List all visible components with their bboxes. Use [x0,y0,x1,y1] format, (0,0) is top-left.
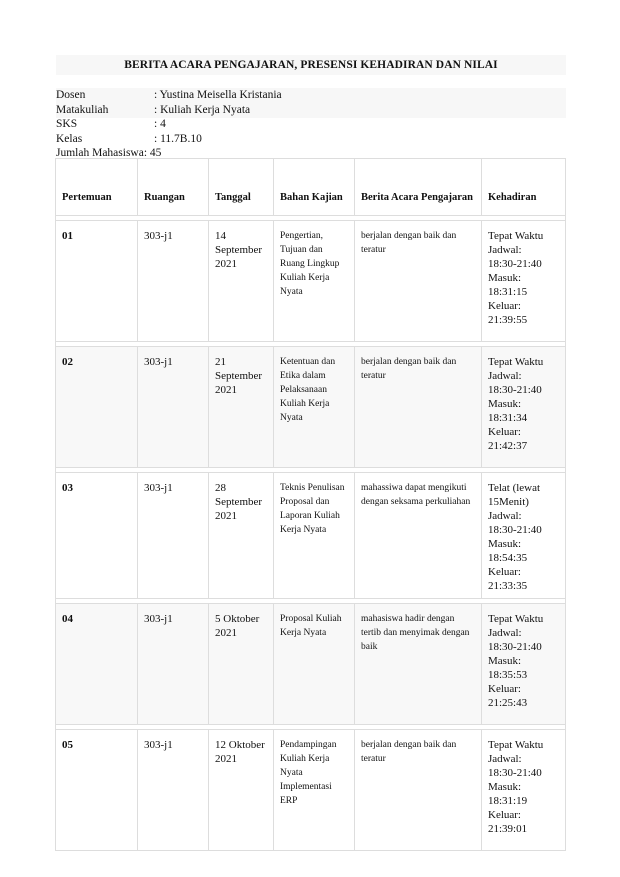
cell-ruangan: 303-j1 [138,473,209,599]
kehadiran-line: 21:39:55 [488,314,528,326]
cell-bahan: Pengertian, Tujuan dan Ruang Lingkup Kuliah Kerja Nyata [274,221,355,342]
kehadiran-line: Jadwal: [488,370,522,382]
kehadiran-status: Tepat Waktu [488,230,544,242]
kehadiran-line: 18:31:15 [488,286,528,298]
kehadiran-status: Tepat Waktu [488,739,544,751]
kehadiran-line: 18:30-21:40 [488,258,542,270]
kehadiran-status: Telat (lewat 15Menit) [488,482,541,508]
kehadiran-line: Jadwal: [488,627,522,639]
kehadiran-status: Tepat Waktu [488,613,544,625]
kehadiran-line: Keluar: [488,566,521,578]
cell-berita: berjalan dengan baik dan teratur [355,221,482,342]
header-ruangan: Ruangan [138,159,209,216]
kehadiran-line: 18:30-21:40 [488,384,542,396]
cell-berita: berjalan dengan baik dan teratur [355,347,482,468]
cell-bahan: Pendampingan Kuliah Kerja Nyata Implementasi ERP [274,730,355,851]
kehadiran-line: 18:31:34 [488,412,528,424]
table-row [56,730,566,851]
info-value: : 11.7B.10 [154,132,202,145]
kehadiran-line: Masuk: [488,272,521,284]
kehadiran-line: 18:54:35 [488,552,528,564]
info-label: Dosen [56,89,86,101]
kehadiran-line: 18:30-21:40 [488,524,542,536]
cell-tanggal: 5 Oktober 2021 [209,604,274,725]
cell-pertemuan: 02 [56,347,138,468]
info-value: : Yustina Meisella Kristania [154,89,282,101]
attendance-table [55,158,566,851]
cell-bahan: Teknis Penulisan Proposal dan Laporan Kuliah Kerja Nyata [274,473,355,599]
info-kelas [56,132,282,147]
header-pertemuan: Pertemuan [56,159,138,216]
header-bahan-kajian: Bahan Kajian [274,159,355,216]
info-dosen [56,88,282,103]
header-kehadiran: Kehadiran [482,159,566,216]
kehadiran-line: 18:31:19 [488,795,528,807]
table-row [56,347,566,468]
kehadiran-line: Keluar: [488,426,521,438]
kehadiran-line: 21:25:43 [488,697,528,709]
kehadiran-line: Jadwal: [488,510,522,522]
kehadiran-line: 21:33:35 [488,580,528,592]
kehadiran-line: 18:30-21:40 [488,767,542,779]
kehadiran-line: Keluar: [488,809,521,821]
cell-pertemuan: 03 [56,473,138,599]
info-label: Matakuliah [56,103,109,116]
info-value: : Kuliah Kerja Nyata [154,103,251,116]
cell-ruangan: 303-j1 [138,730,209,851]
info-label: Jumlah Mahasiswa [56,147,144,159]
cell-pertemuan: 01 [56,221,138,342]
kehadiran-line: Masuk: [488,781,521,793]
cell-bahan: Ketentuan dan Etika dalam Pelaksanaan Kuliah Kerja Nyata [274,347,355,468]
cell-tanggal: 14 September 2021 [209,221,274,342]
cell-kehadiran [482,604,566,725]
kehadiran-line: Masuk: [488,655,521,667]
cell-tanggal: 12 Oktober 2021 [209,730,274,851]
cell-tanggal: 28 September 2021 [209,473,274,599]
info-sks [56,117,282,132]
info-matakuliah [56,103,282,118]
kehadiran-line: Masuk: [488,398,521,410]
table-row [56,473,566,599]
kehadiran-line: Jadwal: [488,244,522,256]
cell-ruangan: 303-j1 [138,221,209,342]
info-label: Kelas [56,132,83,145]
cell-ruangan: 303-j1 [138,604,209,725]
kehadiran-line: Jadwal: [488,753,522,765]
kehadiran-status: Tepat Waktu [488,356,544,368]
kehadiran-line: 18:30-21:40 [488,641,542,653]
kehadiran-line: Keluar: [488,300,521,312]
document-title: BERITA ACARA PENGAJARAN, PRESENSI KEHADIRAN DAN NILAI [56,55,566,75]
cell-pertemuan: 04 [56,604,138,725]
info-value: : 4 [154,118,166,130]
cell-berita: berjalan dengan baik dan teratur [355,730,482,851]
cell-berita: mahasiswa hadir dengan tertib dan menyimak dengan baik [355,604,482,725]
cell-tanggal: 21 September 2021 [209,347,274,468]
kehadiran-line: Masuk: [488,538,521,550]
cell-ruangan: 303-j1 [138,347,209,468]
info-value: : 45 [143,147,162,159]
header-berita-acara: Berita Acara Pengajaran [355,159,482,216]
kehadiran-line: 21:42:37 [488,440,528,452]
cell-kehadiran [482,730,566,851]
cell-kehadiran [482,473,566,599]
kehadiran-line: Keluar: [488,683,521,695]
kehadiran-line: 21:39:01 [488,823,528,835]
header-tanggal: Tanggal [209,159,274,216]
course-info [56,88,282,161]
table-row [56,221,566,342]
cell-bahan: Proposal Kuliah Kerja Nyata [274,604,355,725]
cell-berita: mahassiwa dapat mengikuti dengan seksama perkuliahan [355,473,482,599]
info-label: SKS [56,118,78,130]
kehadiran-line: 18:35:53 [488,669,528,681]
table-header-row [56,159,566,216]
table-row [56,604,566,725]
cell-kehadiran [482,347,566,468]
cell-pertemuan: 05 [56,730,138,851]
cell-kehadiran [482,221,566,342]
